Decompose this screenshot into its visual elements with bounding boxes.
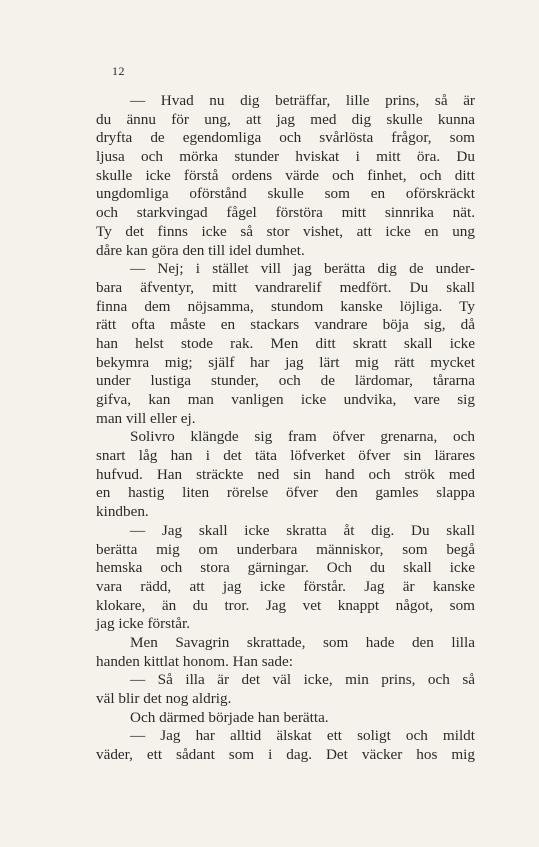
body-text	[96, 92, 475, 765]
text-line: dåre kan göra den till idel dumhet.	[96, 241, 305, 259]
text-line: Solivro klängde sig fram öfver grenarna, och	[130, 428, 475, 446]
text-line: kindben.	[96, 503, 149, 521]
page-number: 12	[112, 64, 125, 78]
text-line: — Jag har alltid älskat ett soligt och mildt	[130, 727, 475, 745]
text-line: snart låg han i det täta löfverket öfver sin lärares	[96, 447, 475, 465]
text-line: bekymra mig; själf har jag lärt mig rätt mycket	[96, 353, 475, 371]
text-line: väder, ett sådant som i dag. Det väcker hos mig	[96, 746, 475, 764]
text-line: vara rädd, att jag icke förstår. Jag är kanske	[96, 577, 475, 595]
text-line: hufvud. Han sträckte ned sin hand och strök med	[96, 465, 475, 483]
text-line: en hastig liten rörelse öfver den gamles slappa	[96, 484, 475, 502]
text-line: jag icke förstår.	[96, 615, 191, 633]
text-line: — Jag skall icke skratta åt dig. Du skall	[130, 521, 475, 539]
text-line: Men Savagrin skrattade, som hade den lilla	[130, 633, 475, 651]
text-line: berätta mig om underbara människor, som begå	[96, 540, 475, 558]
text-line: gifva, kan man vanligen icke undvika, vare sig	[96, 391, 475, 408]
text-line: — Hvad nu dig beträffar, lille prins, så är	[130, 92, 475, 109]
text-line: finna dem nöjsamma, stundom kanske löjliga. Ty	[96, 297, 475, 315]
text-line: bara äfventyr, mitt vandrarelif medfört. Du skall	[96, 278, 475, 296]
text-line: ungdomliga oförstånd skulle som en oförskräckt	[96, 185, 475, 203]
text-line: handen kittlat honom. Han sade:	[96, 652, 293, 670]
text-line: Ty det finns icke så stor vishet, att icke en ung	[96, 222, 475, 240]
text-line: under lustiga stunder, och de lärdomar, tårarna	[96, 372, 475, 390]
text-line: han helst stode rak. Men ditt skratt skall icke	[96, 334, 475, 352]
text-line: rätt ofta måste en stackars vandrare böja sig, då	[96, 316, 475, 334]
text-line: — Nej; i stället vill jag berätta dig de under-	[130, 260, 475, 278]
text-line: väl blir det nog aldrig.	[96, 690, 232, 707]
text-line: dryfta de egendomliga och svårlösta frågor, som	[96, 129, 475, 147]
text-line: du ännu för ung, att jag med dig skulle kunna	[96, 110, 475, 128]
text-line: klokare, än du tror. Jag vet knappt något, som	[96, 596, 475, 614]
text-line: Och därmed började han berätta.	[130, 708, 329, 726]
text-line: man vill eller ej.	[96, 409, 196, 427]
text-line: hemska och stora gärningar. Och du skall icke	[96, 559, 475, 577]
text-line: — Så illa är det väl icke, min prins, och så	[130, 671, 475, 689]
text-line: ljusa och mörka stunder hviskat i mitt öra. Du	[96, 148, 475, 166]
text-line: och starkvingad fågel förstöra mitt sinnrika nät.	[96, 204, 475, 222]
text-line: skulle icke förstå ordens värde och finhet, och ditt	[96, 166, 475, 184]
